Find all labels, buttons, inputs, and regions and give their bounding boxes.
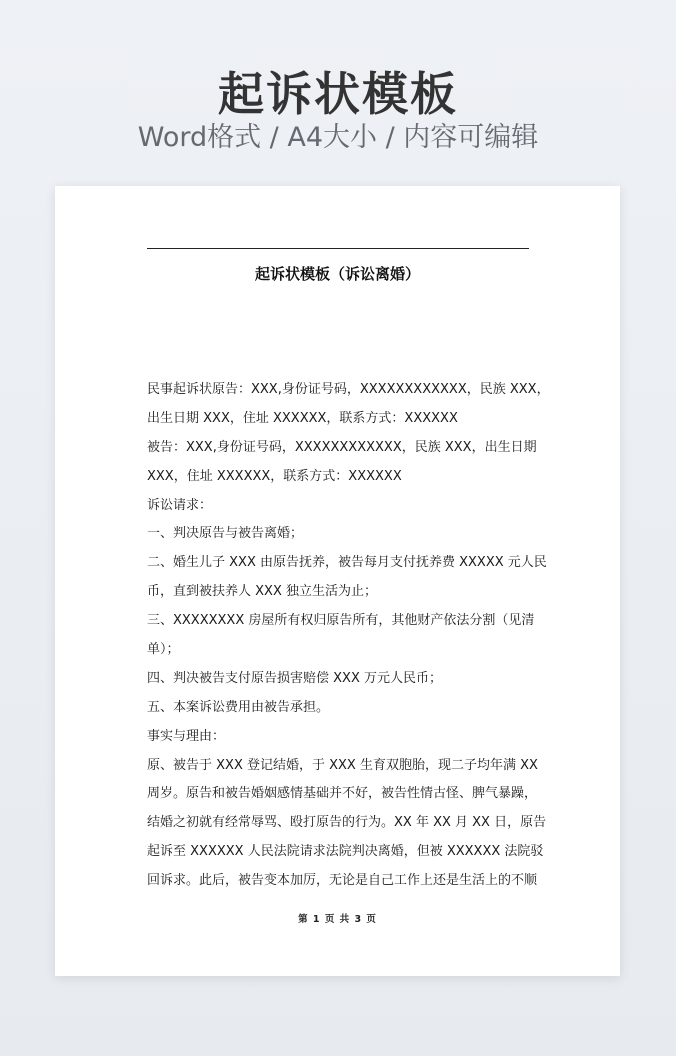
claim-item: 五、本案诉讼费用由被告承担。 xyxy=(147,699,330,715)
hero-title: 起诉状模板 xyxy=(218,67,458,121)
section-heading: 事实与理由： xyxy=(147,728,226,744)
paragraph-line: 回诉求。此后，被告变本加厉，无论是自己工作上还是生活上的不顺 xyxy=(147,873,538,889)
claim-item: 四、判决被告支付原告损害赔偿 XXX 万元人民币； xyxy=(147,670,442,686)
document-title: 起诉状模板（诉讼离婚） xyxy=(254,265,420,283)
claim-item-continued: 币，直到被扶养人 XXX 独立生活为止； xyxy=(147,584,377,600)
paragraph-line: 结婚之初就有经常辱骂、殴打原告的行为。XX 年 XX 月 XX 日，原告 xyxy=(147,815,547,831)
page-number: 第 1 页 共 3 页 xyxy=(298,914,377,925)
hero-subtitle: Word格式 / A4大小 / 内容可编辑 xyxy=(137,122,539,153)
claim-item: 三、XXXXXXXX 房屋所有权归原告所有，其他财产依法分割（见清 xyxy=(147,613,535,629)
paragraph-line: 原、被告于 XXX 登记结婚，于 XXX 生育双胞胎，现二子均年满 XX xyxy=(147,757,538,773)
claim-item: 二、婚生儿子 XXX 由原告抚养，被告每月支付抚养费 XXXXX 元人民 xyxy=(147,555,547,571)
paragraph-line: XXX，住址 XXXXXX，联系方式：XXXXXX xyxy=(147,468,402,484)
section-heading: 诉讼请求： xyxy=(147,497,213,513)
paragraph-line: 周岁。原告和被告婚姻感情基础并不好，被告性情古怪、脾气暴躁， xyxy=(147,786,538,802)
paragraph-line: 被告：XXX,身份证号码，XXXXXXXXXXXX，民族 XXX，出生日期 xyxy=(147,439,537,455)
paragraph-line: 民事起诉状原告：XXX,身份证号码，XXXXXXXXXXXX，民族 XXX， xyxy=(147,382,550,397)
document-page xyxy=(55,186,620,976)
document-body xyxy=(147,376,550,896)
claim-item-continued: 单）； xyxy=(147,642,180,658)
paragraph-line: 出生日期 XXX，住址 XXXXXX，联系方式：XXXXXX xyxy=(147,410,458,426)
claim-item: 一、判决原告与被告离婚； xyxy=(147,526,304,542)
paragraph-line: 起诉至 XXXXXX 人民法院请求法院判决离婚，但被 XXXXXX 法院驳 xyxy=(147,844,544,860)
header-rule xyxy=(147,248,529,249)
